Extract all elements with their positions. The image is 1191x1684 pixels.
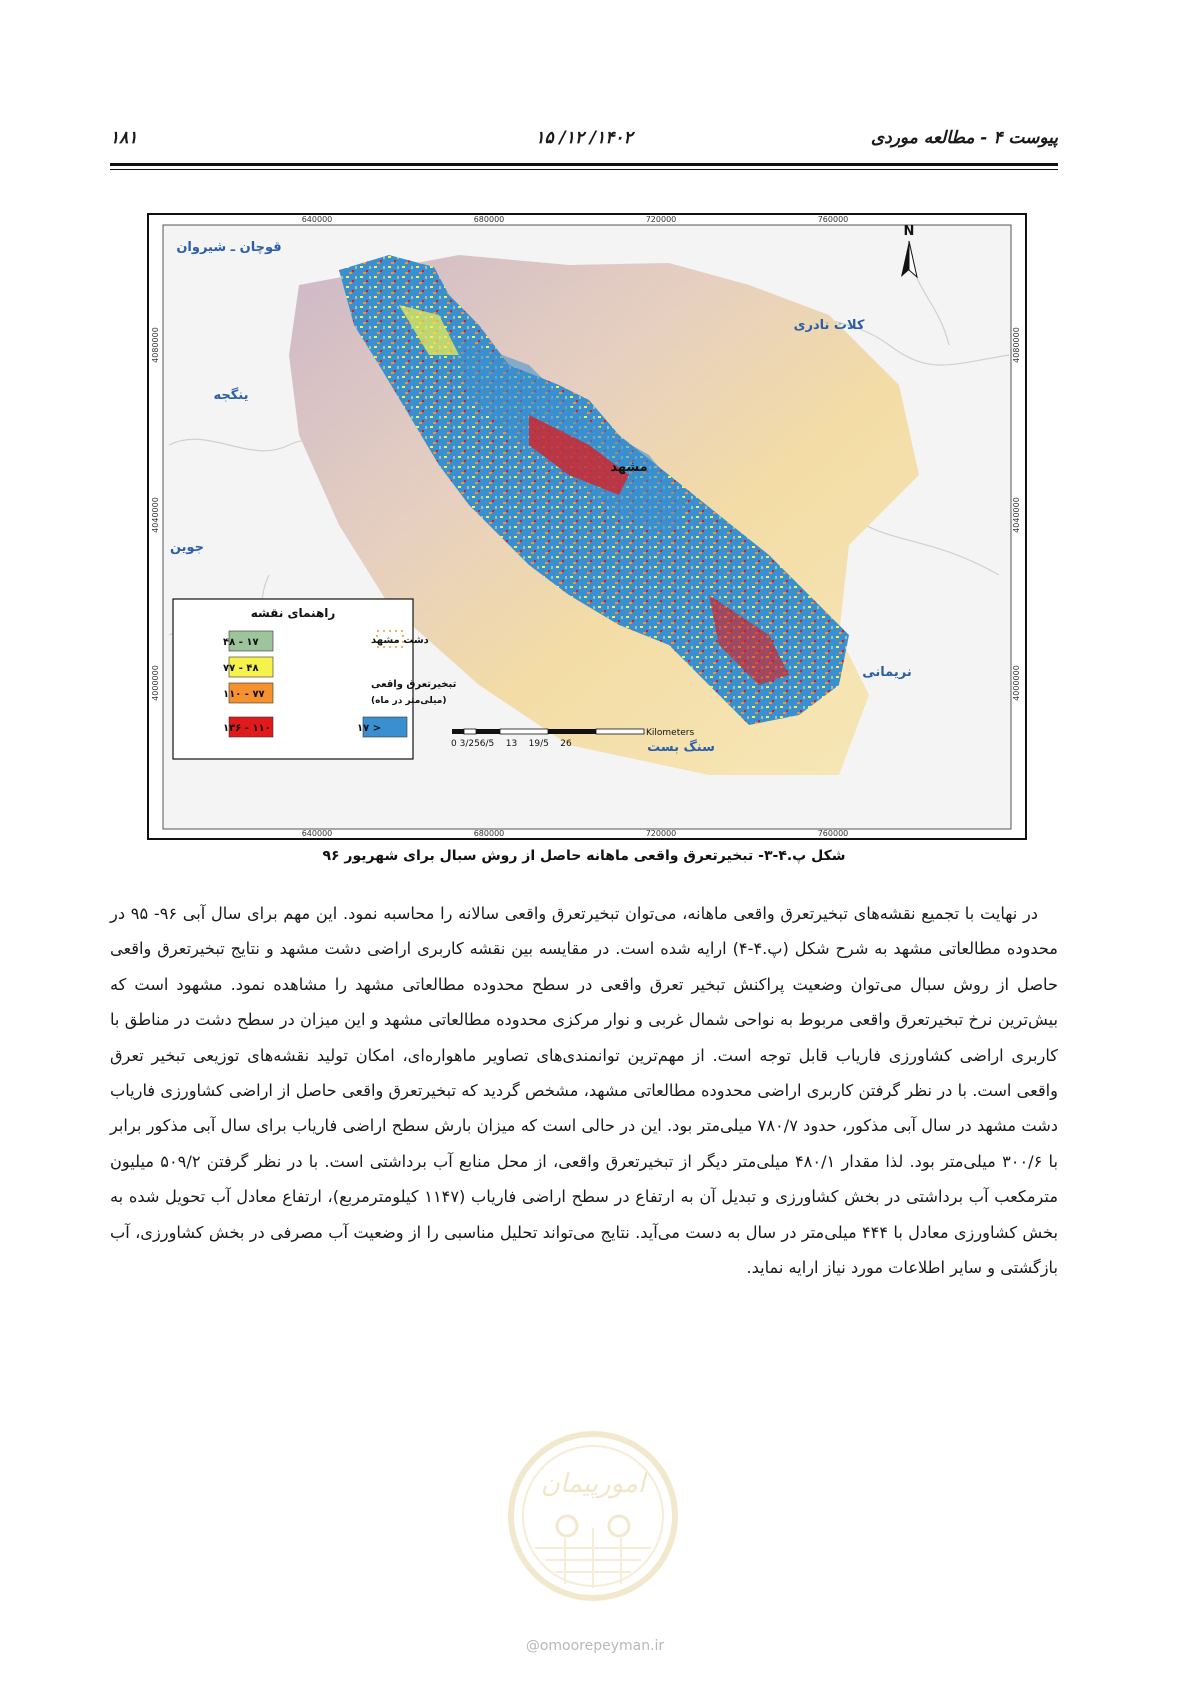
legend-range: < ۱۷ <box>357 723 382 734</box>
grid-label-bottom: 760000 <box>817 829 849 838</box>
body-text <box>110 896 1058 1285</box>
grid-label-top: 760000 <box>817 215 849 224</box>
legend-range: ۷۷ - ۱۱۰ <box>223 689 265 700</box>
header-section-title: پیوست ۴ - مطالعه موردی <box>870 128 1058 148</box>
legend-range: ۱۷ - ۴۸ <box>223 637 259 648</box>
place-yengeje: ینگجه <box>213 388 249 403</box>
et-map-figure <box>147 213 1027 840</box>
figure-caption: شکل پ.۴-۳- تبخیرتعرق واقعی ماهانه حاصل از روش سبال برای شهریور ۹۶ <box>322 848 846 864</box>
grid-label-left: 4080000 <box>151 327 160 363</box>
scale-unit: Kilometers <box>646 728 695 738</box>
page-header <box>110 128 1058 152</box>
place-sangbast: سنگ بست <box>647 740 715 755</box>
legend-range: ۴۸ - ۷۷ <box>223 663 259 674</box>
grid-label-top: 680000 <box>473 215 505 224</box>
place-nariman: نریمانی <box>862 665 912 680</box>
place-jovein: جوین <box>169 540 205 555</box>
watermark-seal-icon <box>505 1418 681 1614</box>
grid-label-right: 4000000 <box>1012 665 1021 701</box>
north-label: N <box>903 224 915 239</box>
legend-range: ۱۱۰ - ۱۳۶ <box>223 723 271 734</box>
grid-label-bottom: 720000 <box>645 829 677 838</box>
grid-label-left: 4040000 <box>151 497 160 533</box>
place-quchan: قوچان ـ شیروان <box>176 240 282 255</box>
grid-label-top: 640000 <box>301 215 333 224</box>
grid-label-bottom: 680000 <box>473 829 505 838</box>
legend-et-unit: (میلی‌متر در ماه) <box>371 696 447 706</box>
header-rule-thin <box>110 169 1058 170</box>
watermark-url-text: omoorepeyman.ir <box>539 1638 665 1654</box>
grid-label-right: 4080000 <box>1012 327 1021 363</box>
watermark-url <box>490 1638 700 1654</box>
legend-plain-label: دشت مشهد <box>371 635 429 646</box>
header-date: ۱۴۰۲/ ۱۲/ ۱۵ <box>535 128 633 148</box>
grid-label-right: 4040000 <box>1012 497 1021 533</box>
at-icon: @ <box>525 1638 540 1654</box>
map-canvas <box>149 215 1025 838</box>
scale-ticks: 0 3/256/5 13 19/5 26 <box>451 739 572 749</box>
grid-label-bottom: 640000 <box>301 829 333 838</box>
legend-title: راهنمای نقشه <box>250 606 336 620</box>
legend-et-label: تبخیرتعرق واقعی <box>371 679 457 690</box>
grid-label-left: 4000000 <box>151 665 160 701</box>
grid-label-top: 720000 <box>645 215 677 224</box>
paragraph: در نهایت با تجمیع نقشه‌های تبخیرتعرق واقعی ماهانه، می‌توان تبخیرتعرق واقعی سالانه را محاسبه نمود. این مهم برای سال آبی ۹۶- ۹۵ در محدوده مطالعاتی مشهد به شرح شکل (پ.۴-۴) ارایه شده است. در مقایسه بین نقشه کاربری اراضی دشت مشهد و نتایج تبخیرتعرق واقعی حاصل از روش سبال می‌توان وضعیت پراکنش تبخیر تعرق واقعی در سطح محدوده مطالعاتی مشهد را مشاهده نمود. مشهود است که بیش‌ترین نرخ تبخیرتعرق واقعی مربوط به نواحی شمال غربی و نوار مرکزی محدوده مطالعاتی مشهد و این میزان در سطح دشت در مناطق با کاربری اراضی کشاورزی فاریاب قابل توجه است. از مهم‌ترین توانمندی‌های تصاویر ماهواره‌ای، امکان تولید نقشه‌های توزیعی تبخیر تعرق واقعی است. با در نظر گرفتن کاربری اراضی محدوده مطالعاتی مشهد، مشخص گردید که تبخیرتعرق واقعی حاصل از اراضی کشاورزی فاریاب دشت مشهد در سال آبی مذکور، حدود ۷۸۰/۷ میلی‌متر بود. این در حالی است که میزان بارش سطح اراضی فاریاب برای سال آبی مذکور برابر با ۳۰۰/۶ میلی‌متر بود. لذا مقدار ۴۸۰/۱ میلی‌متر دیگر از تبخیرتعرق واقعی، از محل منابع آب برداشتی است. با در نظر گرفتن ۵۰۹/۲ میلیون مترمکعب آب برداشتی در بخش کشاورزی و تبدیل آن به ارتفاع در سطح اراضی فاریاب (۱۱۴۷ کیلومترمربع)، ارتفاع معادل آب تحویل شده به بخش کشاورزی معادل با ۴۴۴ میلی‌متر در سال به دست می‌آید. نتایج می‌تواند تحلیل مناسبی را از وضعیت آب مصرفی در بخش کشاورزی، آب بازگشتی و سایر اطلاعات مورد نیاز ارایه نماید. <box>110 904 1058 1278</box>
place-kalat: کلات نادری <box>793 318 865 333</box>
watermark-logo-text: امورپیمان <box>540 1469 646 1499</box>
place-mashhad: مشهد <box>610 460 648 475</box>
page-number: ۱۸۱ <box>110 128 138 148</box>
header-rule-thick <box>110 163 1058 166</box>
